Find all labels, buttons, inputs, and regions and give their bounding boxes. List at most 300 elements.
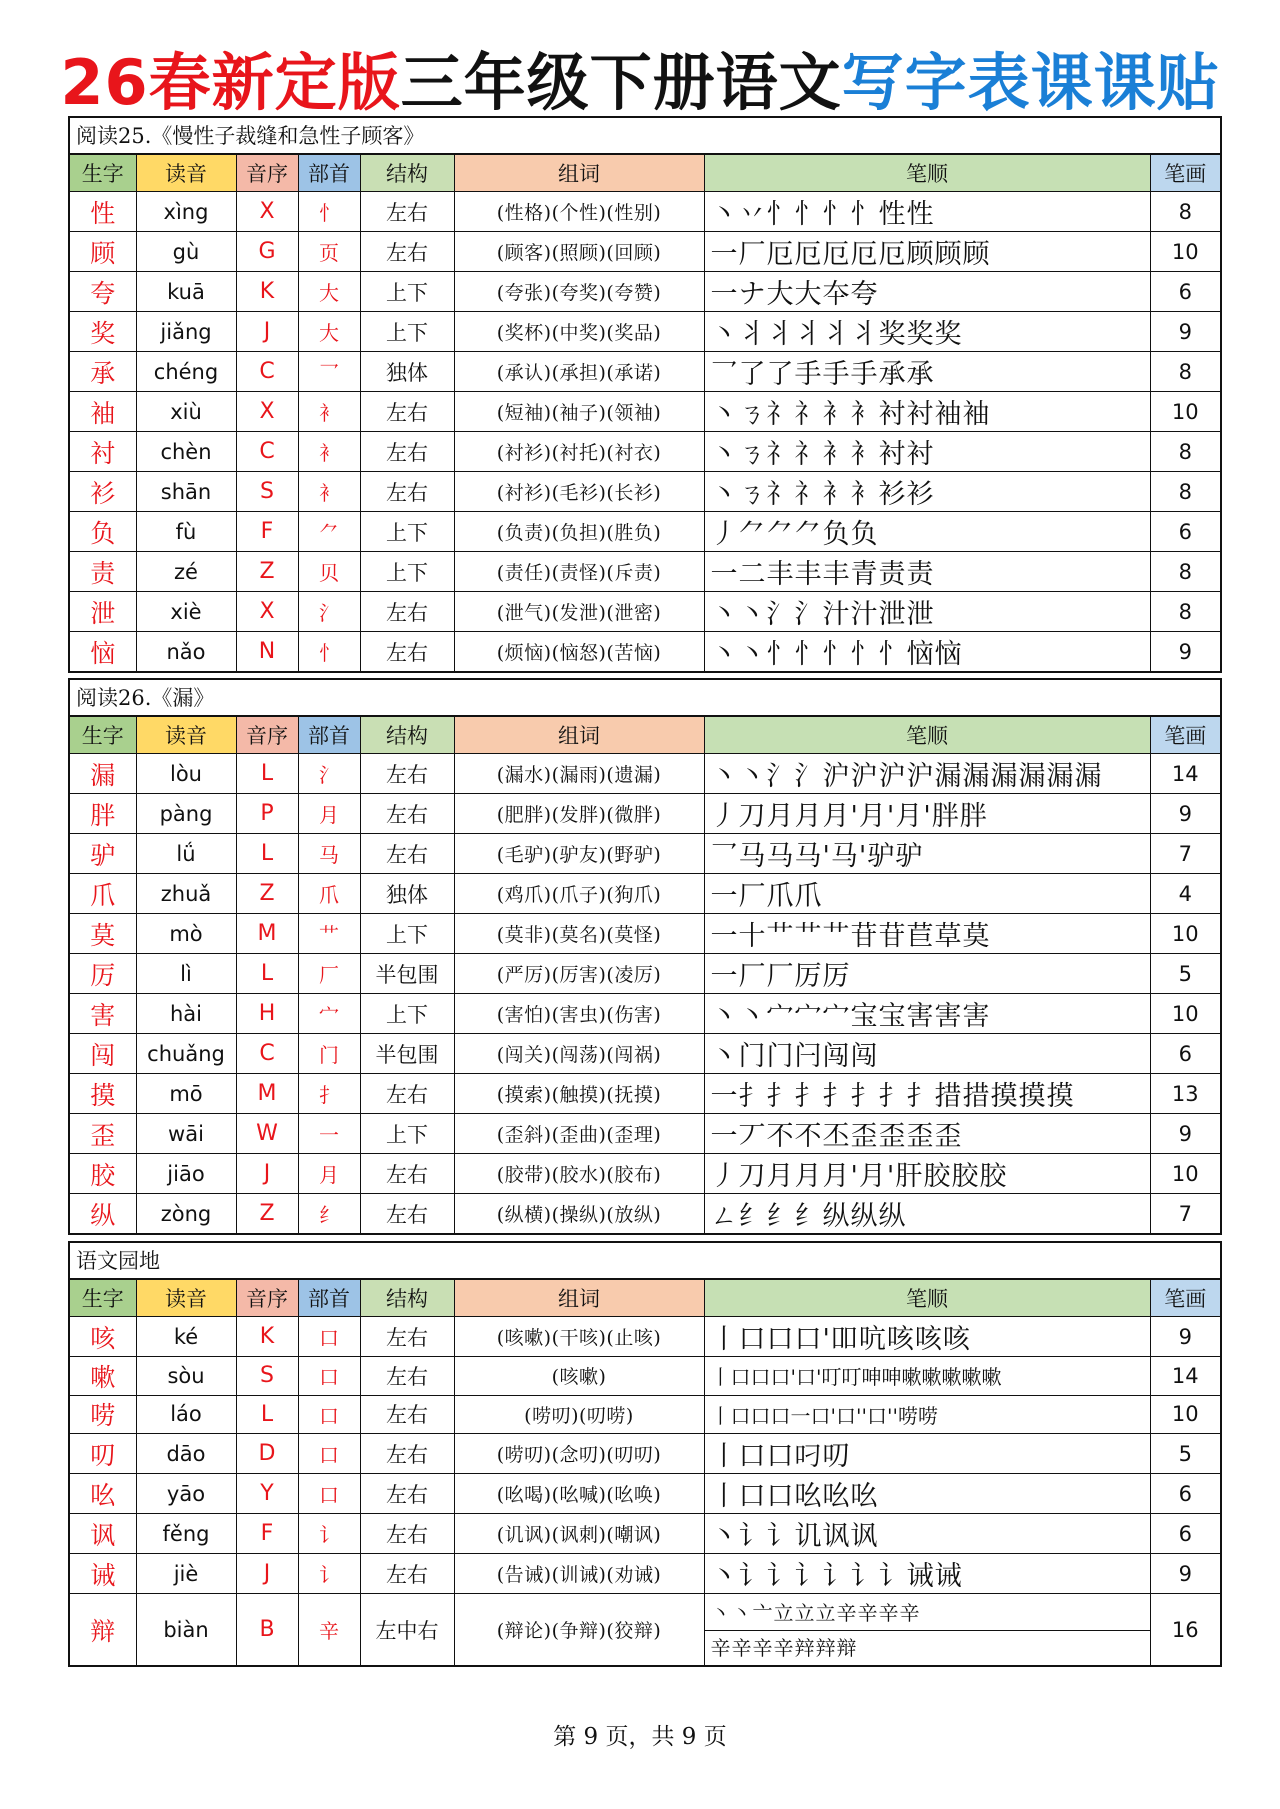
structure-cell: 左右 — [360, 1514, 454, 1554]
stroke-count-cell: 6 — [1150, 1514, 1220, 1554]
char-cell: 莫 — [70, 914, 136, 954]
stroke-count-cell: 6 — [1150, 272, 1220, 312]
page-title — [0, 38, 1280, 128]
stroke-order-cell: 一二丰丰丰青责责 — [704, 552, 1150, 592]
stroke-order-cell: 乛马马马'马'驴驴 — [704, 834, 1150, 874]
stroke-order-cell: 一十艹艹艹苷苷苣草莫 — [704, 914, 1150, 954]
structure-cell: 左右 — [360, 472, 454, 512]
structure-cell: 上下 — [360, 312, 454, 352]
order-letter-cell: J — [236, 1154, 298, 1194]
table-row — [70, 312, 1220, 352]
words-cell: (衬衫)(衬托)(衬衣) — [454, 432, 704, 472]
radical-cell: 贝 — [298, 552, 360, 592]
stroke-count-cell: 4 — [1150, 874, 1220, 914]
words-cell: (奖杯)(中奖)(奖品) — [454, 312, 704, 352]
stroke-count-cell: 5 — [1150, 954, 1220, 994]
radical-cell: 口 — [298, 1317, 360, 1357]
structure-cell: 上下 — [360, 914, 454, 954]
char-cell: 辩 — [70, 1594, 136, 1667]
order-letter-cell: Z — [236, 874, 298, 914]
order-letter-cell: K — [236, 272, 298, 312]
order-letter-cell: C — [236, 1034, 298, 1074]
char-cell: 害 — [70, 994, 136, 1034]
stroke-order-line-1: 丶丶亠立立立辛辛辛辛 — [710, 1601, 921, 1626]
pinyin-cell: lì — [136, 954, 236, 994]
table-row — [70, 1034, 1220, 1074]
pinyin-cell: jiāo — [136, 1154, 236, 1194]
stroke-count-cell: 13 — [1150, 1074, 1220, 1114]
stroke-order-cell: 丶丶宀宀宀宝宝害害害 — [704, 994, 1150, 1034]
radical-cell: 艹 — [298, 914, 360, 954]
stroke-order-cell: 一厂爪爪 — [704, 874, 1150, 914]
char-cell: 爪 — [70, 874, 136, 914]
stroke-count-cell: 8 — [1150, 432, 1220, 472]
structure-cell: 左右 — [360, 1074, 454, 1114]
stroke-order-cell: 丨口口吆吆吆 — [704, 1474, 1150, 1514]
words-cell: (责任)(责怪)(斥责) — [454, 552, 704, 592]
radical-cell: 衤 — [298, 432, 360, 472]
header-sq: 笔顺 — [704, 717, 1150, 754]
table-row — [70, 472, 1220, 512]
pinyin-cell: wāi — [136, 1114, 236, 1154]
radical-cell: 辛 — [298, 1594, 360, 1667]
pinyin-cell: zhuǎ — [136, 874, 236, 914]
stroke-order-cell: 丶讠讠讠讠讠讠诫诫 — [704, 1554, 1150, 1594]
header-sq: 笔顺 — [704, 155, 1150, 192]
radical-cell: 大 — [298, 312, 360, 352]
structure-cell: 左右 — [360, 592, 454, 632]
stroke-order-cell: 丶ㄋ礻礻衤衤衬衬袖袖 — [704, 392, 1150, 432]
table-row — [70, 954, 1220, 994]
words-cell: (漏水)(漏雨)(遗漏) — [454, 754, 704, 794]
header-jg: 结构 — [360, 155, 454, 192]
structure-cell: 左右 — [360, 392, 454, 432]
order-letter-cell: S — [236, 472, 298, 512]
radical-cell: 讠 — [298, 1514, 360, 1554]
header-py: 读音 — [136, 1280, 236, 1317]
char-cell: 负 — [70, 512, 136, 552]
header-py: 读音 — [136, 717, 236, 754]
order-letter-cell: N — [236, 632, 298, 673]
order-letter-cell: L — [236, 954, 298, 994]
section-3 — [68, 1241, 1222, 1667]
pinyin-cell: nǎo — [136, 632, 236, 673]
order-letter-cell: X — [236, 192, 298, 232]
radical-cell: 口 — [298, 1357, 360, 1396]
table-row — [70, 232, 1220, 272]
words-cell: (讥讽)(讽刺)(嘲讽) — [454, 1514, 704, 1554]
order-letter-cell: J — [236, 1554, 298, 1594]
words-cell: (顾客)(照顾)(回顾) — [454, 232, 704, 272]
header-bs: 部首 — [298, 155, 360, 192]
table-row — [70, 1514, 1220, 1554]
words-cell: (摸索)(触摸)(抚摸) — [454, 1074, 704, 1114]
char-cell: 恼 — [70, 632, 136, 673]
structure-cell: 左右 — [360, 794, 454, 834]
stroke-order-cell: 丨口口叼叨 — [704, 1434, 1150, 1474]
stroke-count-cell: 9 — [1150, 1114, 1220, 1154]
section-title: 阅读26.《漏》 — [70, 680, 1220, 716]
header-jg: 结构 — [360, 1280, 454, 1317]
order-letter-cell: H — [236, 994, 298, 1034]
table-row — [70, 592, 1220, 632]
pinyin-cell: mō — [136, 1074, 236, 1114]
words-cell: (唠叨)(叨唠) — [454, 1395, 704, 1434]
char-cell: 吆 — [70, 1474, 136, 1514]
pinyin-cell: sòu — [136, 1357, 236, 1396]
header-row — [70, 717, 1220, 754]
stroke-order-cell — [704, 1594, 1150, 1667]
words-cell: (鸡爪)(爪子)(狗爪) — [454, 874, 704, 914]
words-cell: (咳嗽) — [454, 1357, 704, 1396]
table-row — [70, 432, 1220, 472]
section-title: 阅读25.《慢性子裁缝和急性子顾客》 — [70, 118, 1220, 154]
radical-cell: ⺈ — [298, 512, 360, 552]
pinyin-cell: pàng — [136, 794, 236, 834]
order-letter-cell: F — [236, 512, 298, 552]
header-row — [70, 155, 1220, 192]
char-cell: 厉 — [70, 954, 136, 994]
table-row — [70, 1434, 1220, 1474]
stroke-order-cell: 一丆不不丕歪歪歪歪 — [704, 1114, 1150, 1154]
stroke-count-cell: 14 — [1150, 754, 1220, 794]
stroke-count-cell: 6 — [1150, 1474, 1220, 1514]
structure-cell: 左右 — [360, 754, 454, 794]
structure-cell: 上下 — [360, 552, 454, 592]
char-cell: 夸 — [70, 272, 136, 312]
pinyin-cell: kuā — [136, 272, 236, 312]
radical-cell: 一 — [298, 1114, 360, 1154]
stroke-order-cell: 丶门门闩闯闯 — [704, 1034, 1150, 1074]
structure-cell: 左右 — [360, 1154, 454, 1194]
order-letter-cell: C — [236, 432, 298, 472]
stroke-order-line-2: 辛辛辛辛辡辡辩 — [705, 1630, 1150, 1665]
title-part-3: 写字表课课贴 — [841, 46, 1220, 119]
radical-cell: 马 — [298, 834, 360, 874]
table-row — [70, 632, 1220, 673]
structure-cell: 左右 — [360, 432, 454, 472]
stroke-order-cell: 丨口口口一口'口''口''唠唠 — [704, 1395, 1150, 1434]
words-cell: (夸张)(夸奖)(夸赞) — [454, 272, 704, 312]
words-cell: (闯关)(闯荡)(闯祸) — [454, 1034, 704, 1074]
char-cell: 漏 — [70, 754, 136, 794]
stroke-order-cell: 一厂厄厄厄厄厄顾顾顾 — [704, 232, 1150, 272]
stroke-count-cell: 14 — [1150, 1357, 1220, 1396]
order-letter-cell: D — [236, 1434, 298, 1474]
char-cell: 摸 — [70, 1074, 136, 1114]
stroke-order-cell: 一厂厂厉厉 — [704, 954, 1150, 994]
stroke-order-cell: 丿刀月月月'月'月'胖胖 — [704, 794, 1150, 834]
words-cell: (吆喝)(吆喊)(吆唤) — [454, 1474, 704, 1514]
pinyin-cell: mò — [136, 914, 236, 954]
radical-cell: 页 — [298, 232, 360, 272]
order-letter-cell: M — [236, 914, 298, 954]
pinyin-cell: zòng — [136, 1194, 236, 1235]
radical-cell: 门 — [298, 1034, 360, 1074]
stroke-order-cell: 丶丶氵氵汁汁泄泄 — [704, 592, 1150, 632]
character-table — [70, 154, 1220, 673]
words-cell: (莫非)(莫名)(莫怪) — [454, 914, 704, 954]
stroke-count-cell: 9 — [1150, 794, 1220, 834]
words-cell: (负责)(负担)(胜负) — [454, 512, 704, 552]
radical-cell: 衤 — [298, 472, 360, 512]
structure-cell: 左右 — [360, 192, 454, 232]
title-part-2: 三年级下册语文 — [400, 46, 842, 119]
order-letter-cell: Z — [236, 1194, 298, 1235]
order-letter-cell: C — [236, 352, 298, 392]
pinyin-cell: jiè — [136, 1554, 236, 1594]
order-letter-cell: S — [236, 1357, 298, 1396]
char-cell: 衬 — [70, 432, 136, 472]
stroke-order-cell: 丶丶忄忄忄忄忄恼恼 — [704, 632, 1150, 673]
radical-cell: 扌 — [298, 1074, 360, 1114]
order-letter-cell: Z — [236, 552, 298, 592]
stroke-order-cell: 丨口口口'口'叮叮呻呻嗽嗽嗽嗽嗽 — [704, 1357, 1150, 1396]
character-table — [70, 716, 1220, 1235]
words-cell: (歪斜)(歪曲)(歪理) — [454, 1114, 704, 1154]
table-row — [70, 1074, 1220, 1114]
char-cell: 嗽 — [70, 1357, 136, 1396]
header-zi: 生字 — [70, 717, 136, 754]
structure-cell: 左右 — [360, 1554, 454, 1594]
stroke-order-cell: 丶丶氵氵沪沪沪沪漏漏漏漏漏漏 — [704, 754, 1150, 794]
pinyin-cell: yāo — [136, 1474, 236, 1514]
pinyin-cell: zé — [136, 552, 236, 592]
table-row — [70, 754, 1220, 794]
char-cell: 唠 — [70, 1395, 136, 1434]
order-letter-cell: X — [236, 392, 298, 432]
title-part-1: 26春新定版 — [60, 46, 401, 119]
header-num: 笔画 — [1150, 717, 1220, 754]
header-sq: 笔顺 — [704, 1280, 1150, 1317]
pinyin-cell: xìng — [136, 192, 236, 232]
order-letter-cell: L — [236, 754, 298, 794]
header-jg: 结构 — [360, 717, 454, 754]
table-row — [70, 512, 1220, 552]
table-row — [70, 1194, 1220, 1235]
pinyin-cell: jiǎng — [136, 312, 236, 352]
table-row — [70, 1114, 1220, 1154]
structure-cell: 左右 — [360, 1474, 454, 1514]
radical-cell: 氵 — [298, 754, 360, 794]
pinyin-cell: hài — [136, 994, 236, 1034]
stroke-count-cell: 5 — [1150, 1434, 1220, 1474]
pinyin-cell: chèn — [136, 432, 236, 472]
pinyin-cell: lǘ — [136, 834, 236, 874]
stroke-count-cell: 8 — [1150, 472, 1220, 512]
stroke-count-cell: 9 — [1150, 1317, 1220, 1357]
radical-cell: 口 — [298, 1395, 360, 1434]
radical-cell: 月 — [298, 1154, 360, 1194]
stroke-order-cell: 乛了了手手手承承 — [704, 352, 1150, 392]
order-letter-cell: X — [236, 592, 298, 632]
stroke-count-cell: 6 — [1150, 512, 1220, 552]
structure-cell: 左右 — [360, 1194, 454, 1235]
radical-cell: 月 — [298, 794, 360, 834]
order-letter-cell: L — [236, 834, 298, 874]
char-cell: 奖 — [70, 312, 136, 352]
order-letter-cell: F — [236, 1514, 298, 1554]
stroke-count-cell: 10 — [1150, 392, 1220, 432]
char-cell: 胖 — [70, 794, 136, 834]
char-cell: 胶 — [70, 1154, 136, 1194]
stroke-count-cell: 7 — [1150, 1194, 1220, 1235]
table-row — [70, 834, 1220, 874]
table-row — [70, 1594, 1220, 1667]
words-cell: (烦恼)(恼怒)(苦恼) — [454, 632, 704, 673]
order-letter-cell: W — [236, 1114, 298, 1154]
pinyin-cell: chéng — [136, 352, 236, 392]
header-num: 笔画 — [1150, 155, 1220, 192]
pinyin-cell: ké — [136, 1317, 236, 1357]
header-py: 读音 — [136, 155, 236, 192]
structure-cell: 上下 — [360, 994, 454, 1034]
radical-cell: 衤 — [298, 392, 360, 432]
structure-cell: 左中右 — [360, 1594, 454, 1667]
header-bs: 部首 — [298, 1280, 360, 1317]
stroke-count-cell: 10 — [1150, 232, 1220, 272]
header-ord: 音序 — [236, 1280, 298, 1317]
structure-cell: 半包围 — [360, 954, 454, 994]
header-ord: 音序 — [236, 155, 298, 192]
stroke-count-cell: 7 — [1150, 834, 1220, 874]
words-cell: (肥胖)(发胖)(微胖) — [454, 794, 704, 834]
stroke-count-cell: 10 — [1150, 994, 1220, 1034]
header-row — [70, 1280, 1220, 1317]
words-cell: (告诫)(训诫)(劝诫) — [454, 1554, 704, 1594]
stroke-count-cell: 8 — [1150, 352, 1220, 392]
char-cell: 袖 — [70, 392, 136, 432]
stroke-order-cell: 丶丷忄忄忄忄性性 — [704, 192, 1150, 232]
char-cell: 纵 — [70, 1194, 136, 1235]
structure-cell: 左右 — [360, 1395, 454, 1434]
radical-cell: 爪 — [298, 874, 360, 914]
stroke-count-cell: 10 — [1150, 1395, 1220, 1434]
char-cell: 咳 — [70, 1317, 136, 1357]
pinyin-cell: xiè — [136, 592, 236, 632]
stroke-order-cell: 丨口口口'吅吭咳咳咳 — [704, 1317, 1150, 1357]
header-zc: 组词 — [454, 1280, 704, 1317]
table-row — [70, 1474, 1220, 1514]
order-letter-cell: B — [236, 1594, 298, 1667]
pinyin-cell: láo — [136, 1395, 236, 1434]
table-row — [70, 552, 1220, 592]
stroke-count-cell: 8 — [1150, 592, 1220, 632]
stroke-order-cell: 丶讠讠讥讽讽 — [704, 1514, 1150, 1554]
stroke-order-cell: 丶ㄋ礻礻衤衤衫衫 — [704, 472, 1150, 512]
order-letter-cell: K — [236, 1317, 298, 1357]
table-row — [70, 352, 1220, 392]
radical-cell: 讠 — [298, 1554, 360, 1594]
section-1 — [68, 116, 1222, 673]
character-table — [70, 1279, 1220, 1667]
char-cell: 衫 — [70, 472, 136, 512]
char-cell: 叨 — [70, 1434, 136, 1474]
structure-cell: 上下 — [360, 1114, 454, 1154]
char-cell: 性 — [70, 192, 136, 232]
pinyin-cell: lòu — [136, 754, 236, 794]
stroke-order-cell: 丶ㄋ礻礻衤衤衬衬 — [704, 432, 1150, 472]
table-row — [70, 1395, 1220, 1434]
words-cell: (唠叨)(念叨)(叨叨) — [454, 1434, 704, 1474]
pinyin-cell: fù — [136, 512, 236, 552]
pinyin-cell: xiù — [136, 392, 236, 432]
header-ord: 音序 — [236, 717, 298, 754]
stroke-count-cell: 10 — [1150, 1154, 1220, 1194]
radical-cell: 口 — [298, 1434, 360, 1474]
table-row — [70, 192, 1220, 232]
stroke-order-cell: 丶丬丬丬丬丬奖奖奖 — [704, 312, 1150, 352]
order-letter-cell: Y — [236, 1474, 298, 1514]
char-cell: 讽 — [70, 1514, 136, 1554]
structure-cell: 上下 — [360, 272, 454, 312]
table-row — [70, 1357, 1220, 1396]
structure-cell: 左右 — [360, 834, 454, 874]
pinyin-cell: biàn — [136, 1594, 236, 1667]
words-cell: (严厉)(厉害)(凌厉) — [454, 954, 704, 994]
header-zc: 组词 — [454, 155, 704, 192]
stroke-count-cell: 8 — [1150, 192, 1220, 232]
stroke-order-cell: 一ナ大大夲夸 — [704, 272, 1150, 312]
words-cell: (胶带)(胶水)(胶布) — [454, 1154, 704, 1194]
structure-cell: 左右 — [360, 632, 454, 673]
words-cell: (纵横)(操纵)(放纵) — [454, 1194, 704, 1235]
words-cell: (毛驴)(驴友)(野驴) — [454, 834, 704, 874]
radical-cell: 口 — [298, 1474, 360, 1514]
stroke-count-cell: 9 — [1150, 1554, 1220, 1594]
structure-cell: 左右 — [360, 1357, 454, 1396]
stroke-order-cell: 丿刀月月月'月'肝胶胶胶 — [704, 1154, 1150, 1194]
stroke-count-cell: 10 — [1150, 914, 1220, 954]
char-cell: 泄 — [70, 592, 136, 632]
radical-cell: 氵 — [298, 592, 360, 632]
radical-cell: 大 — [298, 272, 360, 312]
char-cell: 责 — [70, 552, 136, 592]
stroke-count-cell: 16 — [1150, 1594, 1220, 1667]
order-letter-cell: J — [236, 312, 298, 352]
structure-cell: 独体 — [360, 352, 454, 392]
pinyin-cell: fěng — [136, 1514, 236, 1554]
table-row — [70, 794, 1220, 834]
words-cell: (承认)(承担)(承诺) — [454, 352, 704, 392]
radical-cell: 忄 — [298, 192, 360, 232]
stroke-order-cell: ㄥ纟纟纟纵纵纵 — [704, 1194, 1150, 1235]
words-cell: (短袖)(袖子)(领袖) — [454, 392, 704, 432]
words-cell: (辩论)(争辩)(狡辩) — [454, 1594, 704, 1667]
header-bs: 部首 — [298, 717, 360, 754]
table-row — [70, 994, 1220, 1034]
words-cell: (泄气)(发泄)(泄密) — [454, 592, 704, 632]
radical-cell: 乛 — [298, 352, 360, 392]
section-2 — [68, 678, 1222, 1235]
char-cell: 驴 — [70, 834, 136, 874]
radical-cell: 宀 — [298, 994, 360, 1034]
header-zc: 组词 — [454, 717, 704, 754]
table-row — [70, 272, 1220, 312]
page-footer: 第 9 页，共 9 页 — [553, 1724, 727, 1750]
char-cell: 顾 — [70, 232, 136, 272]
stroke-count-cell: 9 — [1150, 632, 1220, 673]
words-cell: (害怕)(害虫)(伤害) — [454, 994, 704, 1034]
radical-cell: 忄 — [298, 632, 360, 673]
char-cell: 诫 — [70, 1554, 136, 1594]
radical-cell: 厂 — [298, 954, 360, 994]
table-row — [70, 914, 1220, 954]
char-cell: 歪 — [70, 1114, 136, 1154]
stroke-count-cell: 8 — [1150, 552, 1220, 592]
stroke-count-cell: 6 — [1150, 1034, 1220, 1074]
structure-cell: 半包围 — [360, 1034, 454, 1074]
